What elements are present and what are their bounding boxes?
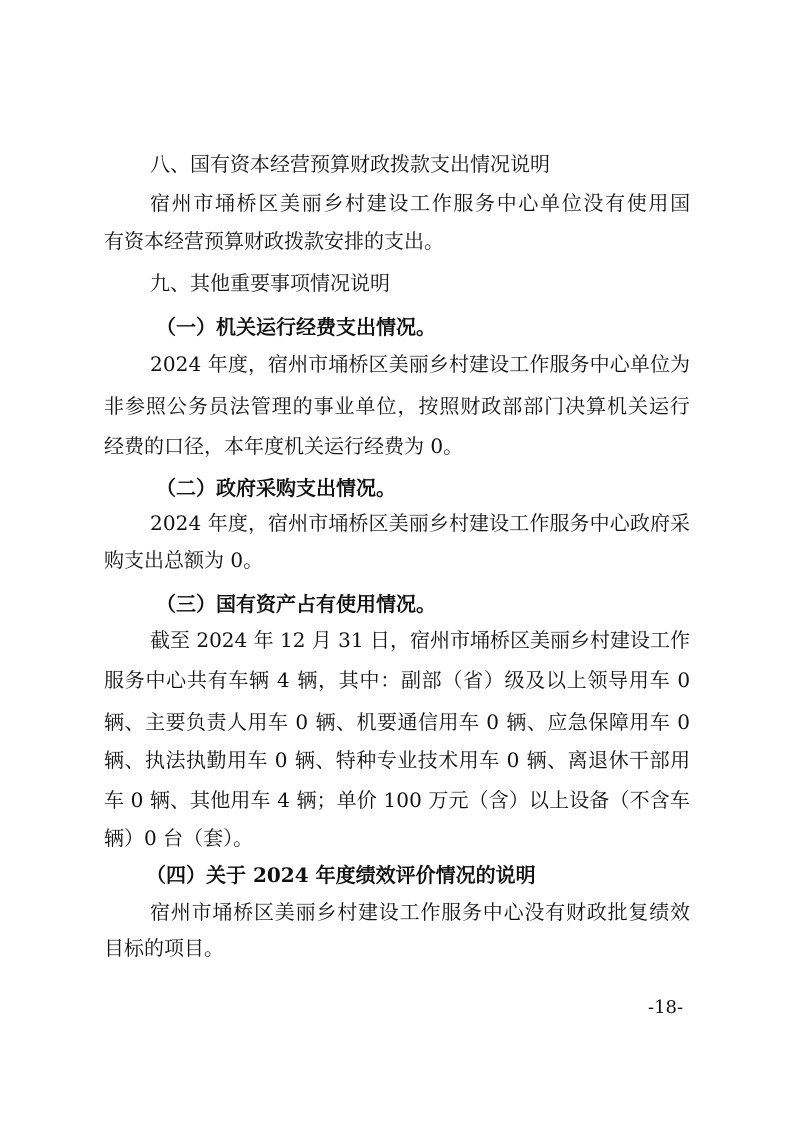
subsection-4-line-2: 目标的项目。 (104, 936, 224, 960)
subsection-3-line-4: 辆、执法执勤用车 0 辆、特种专业技术用车 0 辆、离退休干部用 (104, 748, 691, 772)
section-8-paragraph-line-1: 宿州市埇桥区美丽乡村建设工作服务中心单位没有使用国 (150, 191, 692, 215)
subsection-4-line-1: 宿州市埇桥区美丽乡村建设工作服务中心没有财政批复绩效 (150, 900, 691, 924)
subsection-4-heading: （四）关于 2024 年度绩效评价情况的说明 (146, 863, 536, 887)
subsection-2-line-1: 2024 年度，宿州市埇桥区美丽乡村建设工作服务中心政府采 (150, 511, 691, 535)
section-9-heading: 九、其他重要事项情况说明 (150, 271, 390, 295)
section-8-heading: 八、国有资本经营预算财政拨款支出情况说明 (150, 152, 550, 176)
subsection-1-line-2: 非参照公务员法管理的事业单位，按照财政部部门决算机关运行 (104, 394, 691, 418)
subsection-3-heading: （三）国有资产占有使用情况。 (156, 592, 436, 616)
subsection-2-line-2: 购支出总额为 0。 (104, 548, 264, 572)
subsection-3-line-5: 车 0 辆、其他用车 4 辆；单价 100 万元（含）以上设备（不含车 (104, 788, 690, 812)
subsection-1-heading: （一）机关运行经费支出情况。 (156, 315, 436, 339)
subsection-1-line-3: 经费的口径，本年度机关运行经费为 0。 (104, 434, 464, 458)
section-8-paragraph-line-2: 有资本经营预算财政拨款安排的支出。 (104, 229, 444, 253)
subsection-3-line-3: 辆、主要负责人用车 0 辆、机要通信用车 0 辆、应急保障用车 0 (104, 710, 691, 734)
subsection-3-line-2: 服务中心共有车辆 4 辆，其中：副部（省）级及以上领导用车 0 (104, 668, 691, 692)
subsection-3-line-1: 截至 2024 年 12 月 31 日，宿州市埇桥区美丽乡村建设工作 (150, 628, 690, 652)
subsection-2-heading: （二）政府采购支出情况。 (156, 476, 396, 500)
subsection-3-line-6: 辆）0 台（套）。 (104, 826, 254, 850)
subsection-1-line-1: 2024 年度，宿州市埇桥区美丽乡村建设工作服务中心单位为 (150, 352, 691, 376)
page-number: -18- (648, 997, 684, 1018)
